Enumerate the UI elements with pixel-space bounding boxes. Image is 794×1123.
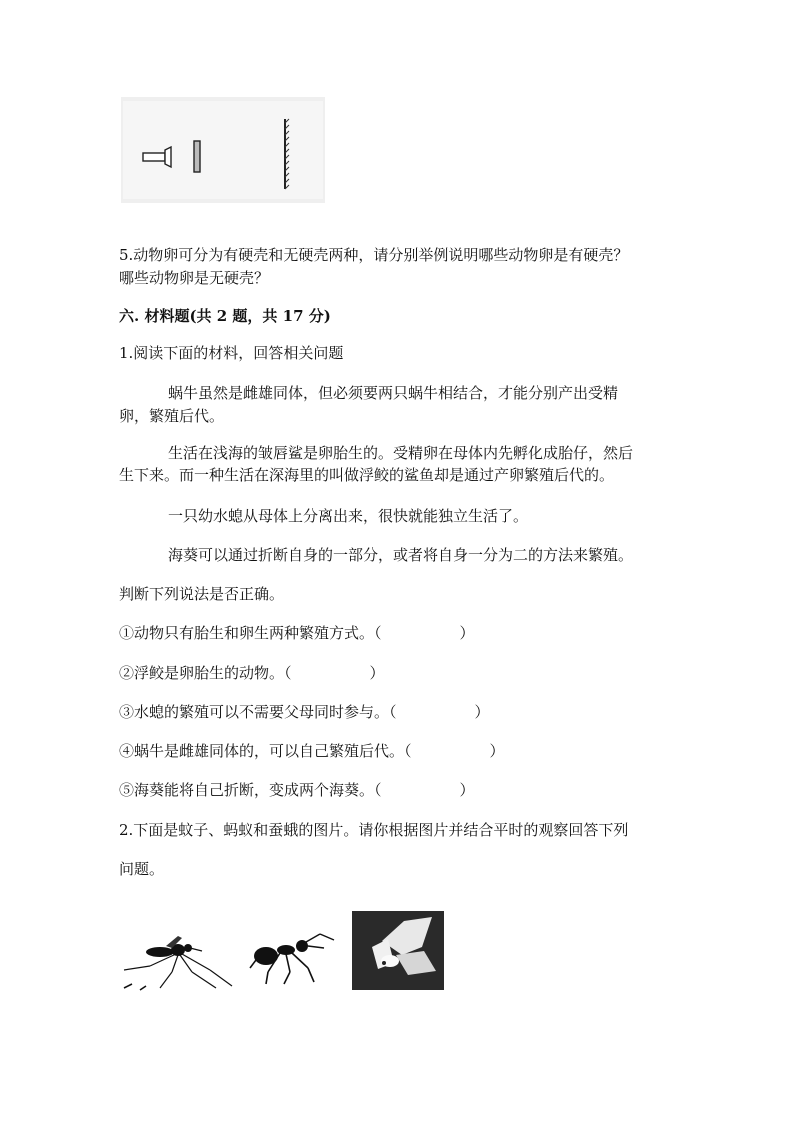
close-paren: ） [459, 624, 475, 642]
question-5-line1: 5.动物卵可分为有硬壳和无硬壳两种，请分别举例说明哪些动物卵是有硬壳？ [119, 246, 629, 264]
material-para-2-line2: 生下来。而一种生活在深海里的叫做浮鲛的鲨鱼却是通过产卵繁殖后代的。 [119, 466, 615, 484]
question-2-line2: 问题。 [119, 860, 165, 878]
close-paren: ） [489, 742, 505, 760]
ant-image [246, 926, 340, 988]
statement-text: ⑤海葵能将自己折断，变成两个海葵。（ [119, 781, 382, 799]
material-para-4: 海葵可以通过折断自身的一部分，或者将自身一分为二的方法来繁殖。 [168, 546, 634, 564]
statement-2 [119, 662, 385, 685]
silk-moth-image [352, 911, 444, 990]
experiment-figure [121, 97, 325, 203]
statement-5 [119, 779, 475, 802]
section-heading: 六. 材料题(共 2 题，共 17 分) [119, 307, 331, 325]
material-para-1-line1: 蜗牛虽然是雌雄同体，但必须要两只蜗牛相结合，才能分别产出受精 [168, 384, 619, 402]
question-2-line1: 2.下面是蚊子、蚂蚁和蚕蛾的图片。请你根据图片并结合平时的观察回答下列 [119, 821, 629, 839]
statement-3 [119, 701, 490, 724]
mosquito-icon [124, 936, 232, 990]
close-paren: ） [474, 703, 490, 721]
statement-1 [119, 622, 475, 645]
material-para-2-line1: 生活在浅海的皱唇鲨是卵胎生的。受精卵在母体内先孵化成胎仔，然后 [168, 444, 634, 462]
question-1-prompt: 1.阅读下面的材料，回答相关问题 [119, 344, 344, 362]
judge-prompt: 判断下列说法是否正确。 [119, 585, 285, 603]
card-icon [194, 141, 200, 172]
statement-text: ④蜗牛是雌雄同体的，可以自己繁殖后代。（ [119, 742, 412, 760]
statement-text: ③水螅的繁殖可以不需要父母同时参与。（ [119, 703, 397, 721]
question-5-line2: 哪些动物卵是无硬壳？ [119, 269, 270, 287]
material-para-1-line2: 卵，繁殖后代。 [119, 407, 225, 425]
material-para-3: 一只幼水螅从母体上分离出来，很快就能独立生活了。 [168, 507, 529, 525]
close-paren: ） [459, 781, 475, 799]
statement-4 [119, 740, 505, 763]
ant-icon [250, 934, 334, 984]
statement-text: ①动物只有胎生和卵生两种繁殖方式。（ [119, 624, 382, 642]
close-paren: ） [369, 664, 385, 682]
statement-text: ②浮鲛是卵胎生的动物。（ [119, 664, 292, 682]
mosquito-image [120, 932, 238, 992]
